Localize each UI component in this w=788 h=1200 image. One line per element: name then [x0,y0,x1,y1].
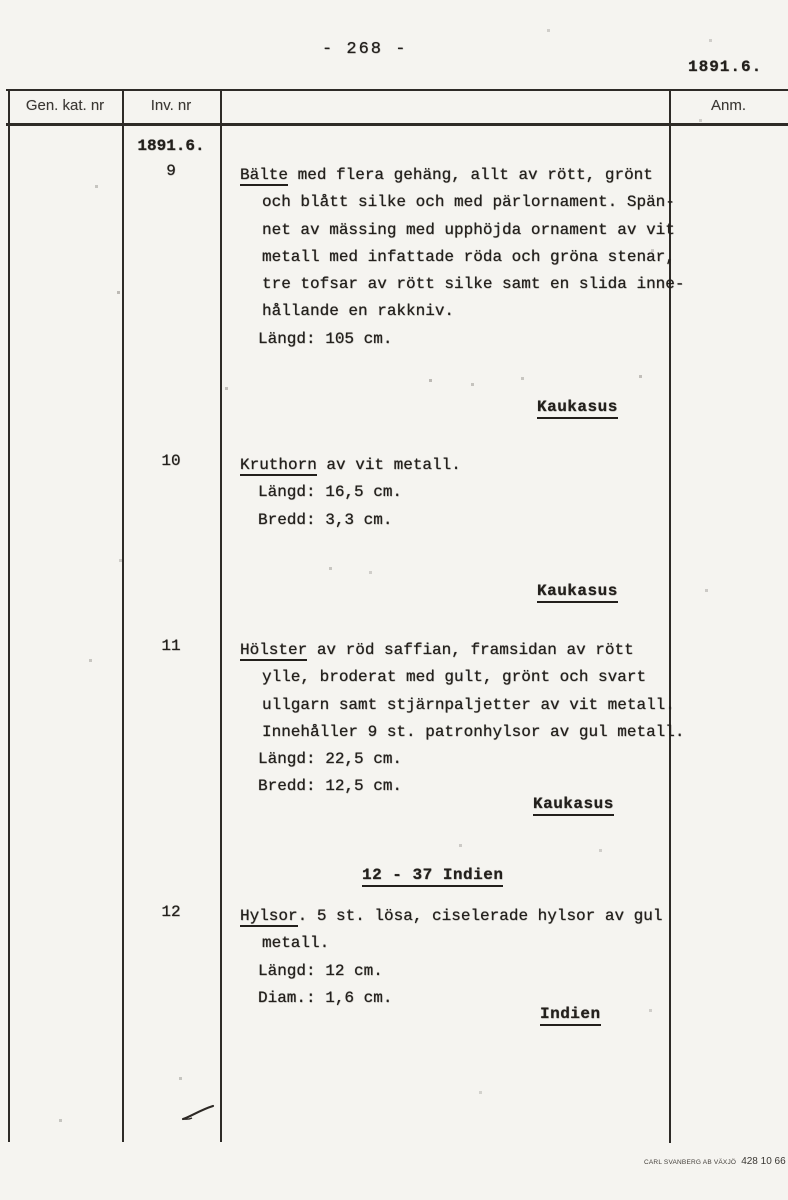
table-divider-genkat-inv [122,89,124,1142]
entry-description [240,637,685,801]
entry-measurement-line: Längd: 105 cm. [258,329,393,348]
entry-measurement-line: Bredd: 3,3 cm. [258,510,393,529]
section-heading-indien: 12 - 37 Indien [362,866,503,887]
pen-mark [180,1100,218,1126]
column-header-anm: Anm. [710,97,746,114]
entry-description [240,903,676,1012]
entry-description [240,162,685,353]
entry-first-line-rest: med flera gehäng, allt av rött, grönt [288,166,653,184]
entry-body-line: Innehåller 9 st. patronhylsor av gul metall. [262,722,685,741]
entry-body-line: och blått silke och med pärlornament. Spän- [262,193,675,212]
entry-body-line: ullgarn samt stjärnpaljetter av vit metall. [262,695,675,714]
entry-body-line: metall med infattade röda och gröna stenar, [262,247,675,266]
origin-label: Kaukasus [537,582,618,603]
entry-body-line: net av mässing med upphöjda ornament av vit [262,220,675,239]
printer-credit [644,1156,784,1167]
entry-measurement-line: Längd: 12 cm. [258,961,383,980]
entry-measurement-line: Bredd: 12,5 cm. [258,777,403,796]
entry-description [240,452,676,534]
entry-inv-nr: 9 [166,162,176,180]
printer-credit-name: CARL SVANBERG AB VÄXJÖ [644,1159,737,1166]
entry-measurement-line: Längd: 16,5 cm. [258,483,403,502]
table-left-border [8,89,10,1142]
entry-body-line: tre tofsar av rött silke samt en slida inne- [262,275,685,294]
entry-term: Hölster [240,641,308,659]
entry-term: Bälte [240,166,289,184]
collection-year-reference: 1891.6. [688,58,763,76]
entry-inv-nr: 12 [161,903,181,921]
table-divider-inv-desc [220,89,222,1142]
page-number: - 268 - [322,40,408,59]
entry-term: Kruthorn [240,456,317,474]
column-header-gen-kat-nr: Gen. kat. nr [25,97,105,114]
entry-inv-nr: 11 [161,637,181,655]
origin-label: Indien [540,1005,601,1026]
entry-body-line: hållande en rakkniv. [262,302,455,321]
entry-body-line: ylle, broderat med gult, grönt och svart [262,668,647,687]
entry-first-line-rest: av röd saffian, framsidan av rött [307,641,634,659]
entry-term: Hylsor [240,907,298,925]
column-header-inv-nr: Inv. nr [150,97,192,114]
entry-measurement-line: Längd: 22,5 cm. [258,750,403,769]
origin-label: Kaukasus [537,398,618,419]
entry-measurement-line: Diam.: 1,6 cm. [258,988,393,1007]
entry-first-line-rest: av vit metall. [316,456,461,474]
origin-label: Kaukasus [533,795,614,816]
entry-first-line-rest: . 5 st. lösa, ciselerade hylsor av gul [297,907,663,925]
inventory-group-number: 1891.6. [137,137,205,155]
entry-body-line: metall. [262,934,330,953]
entry-inv-nr: 10 [161,452,181,470]
scan-noise [0,0,1,1]
printer-credit-code: 428 10 66 [741,1156,786,1167]
